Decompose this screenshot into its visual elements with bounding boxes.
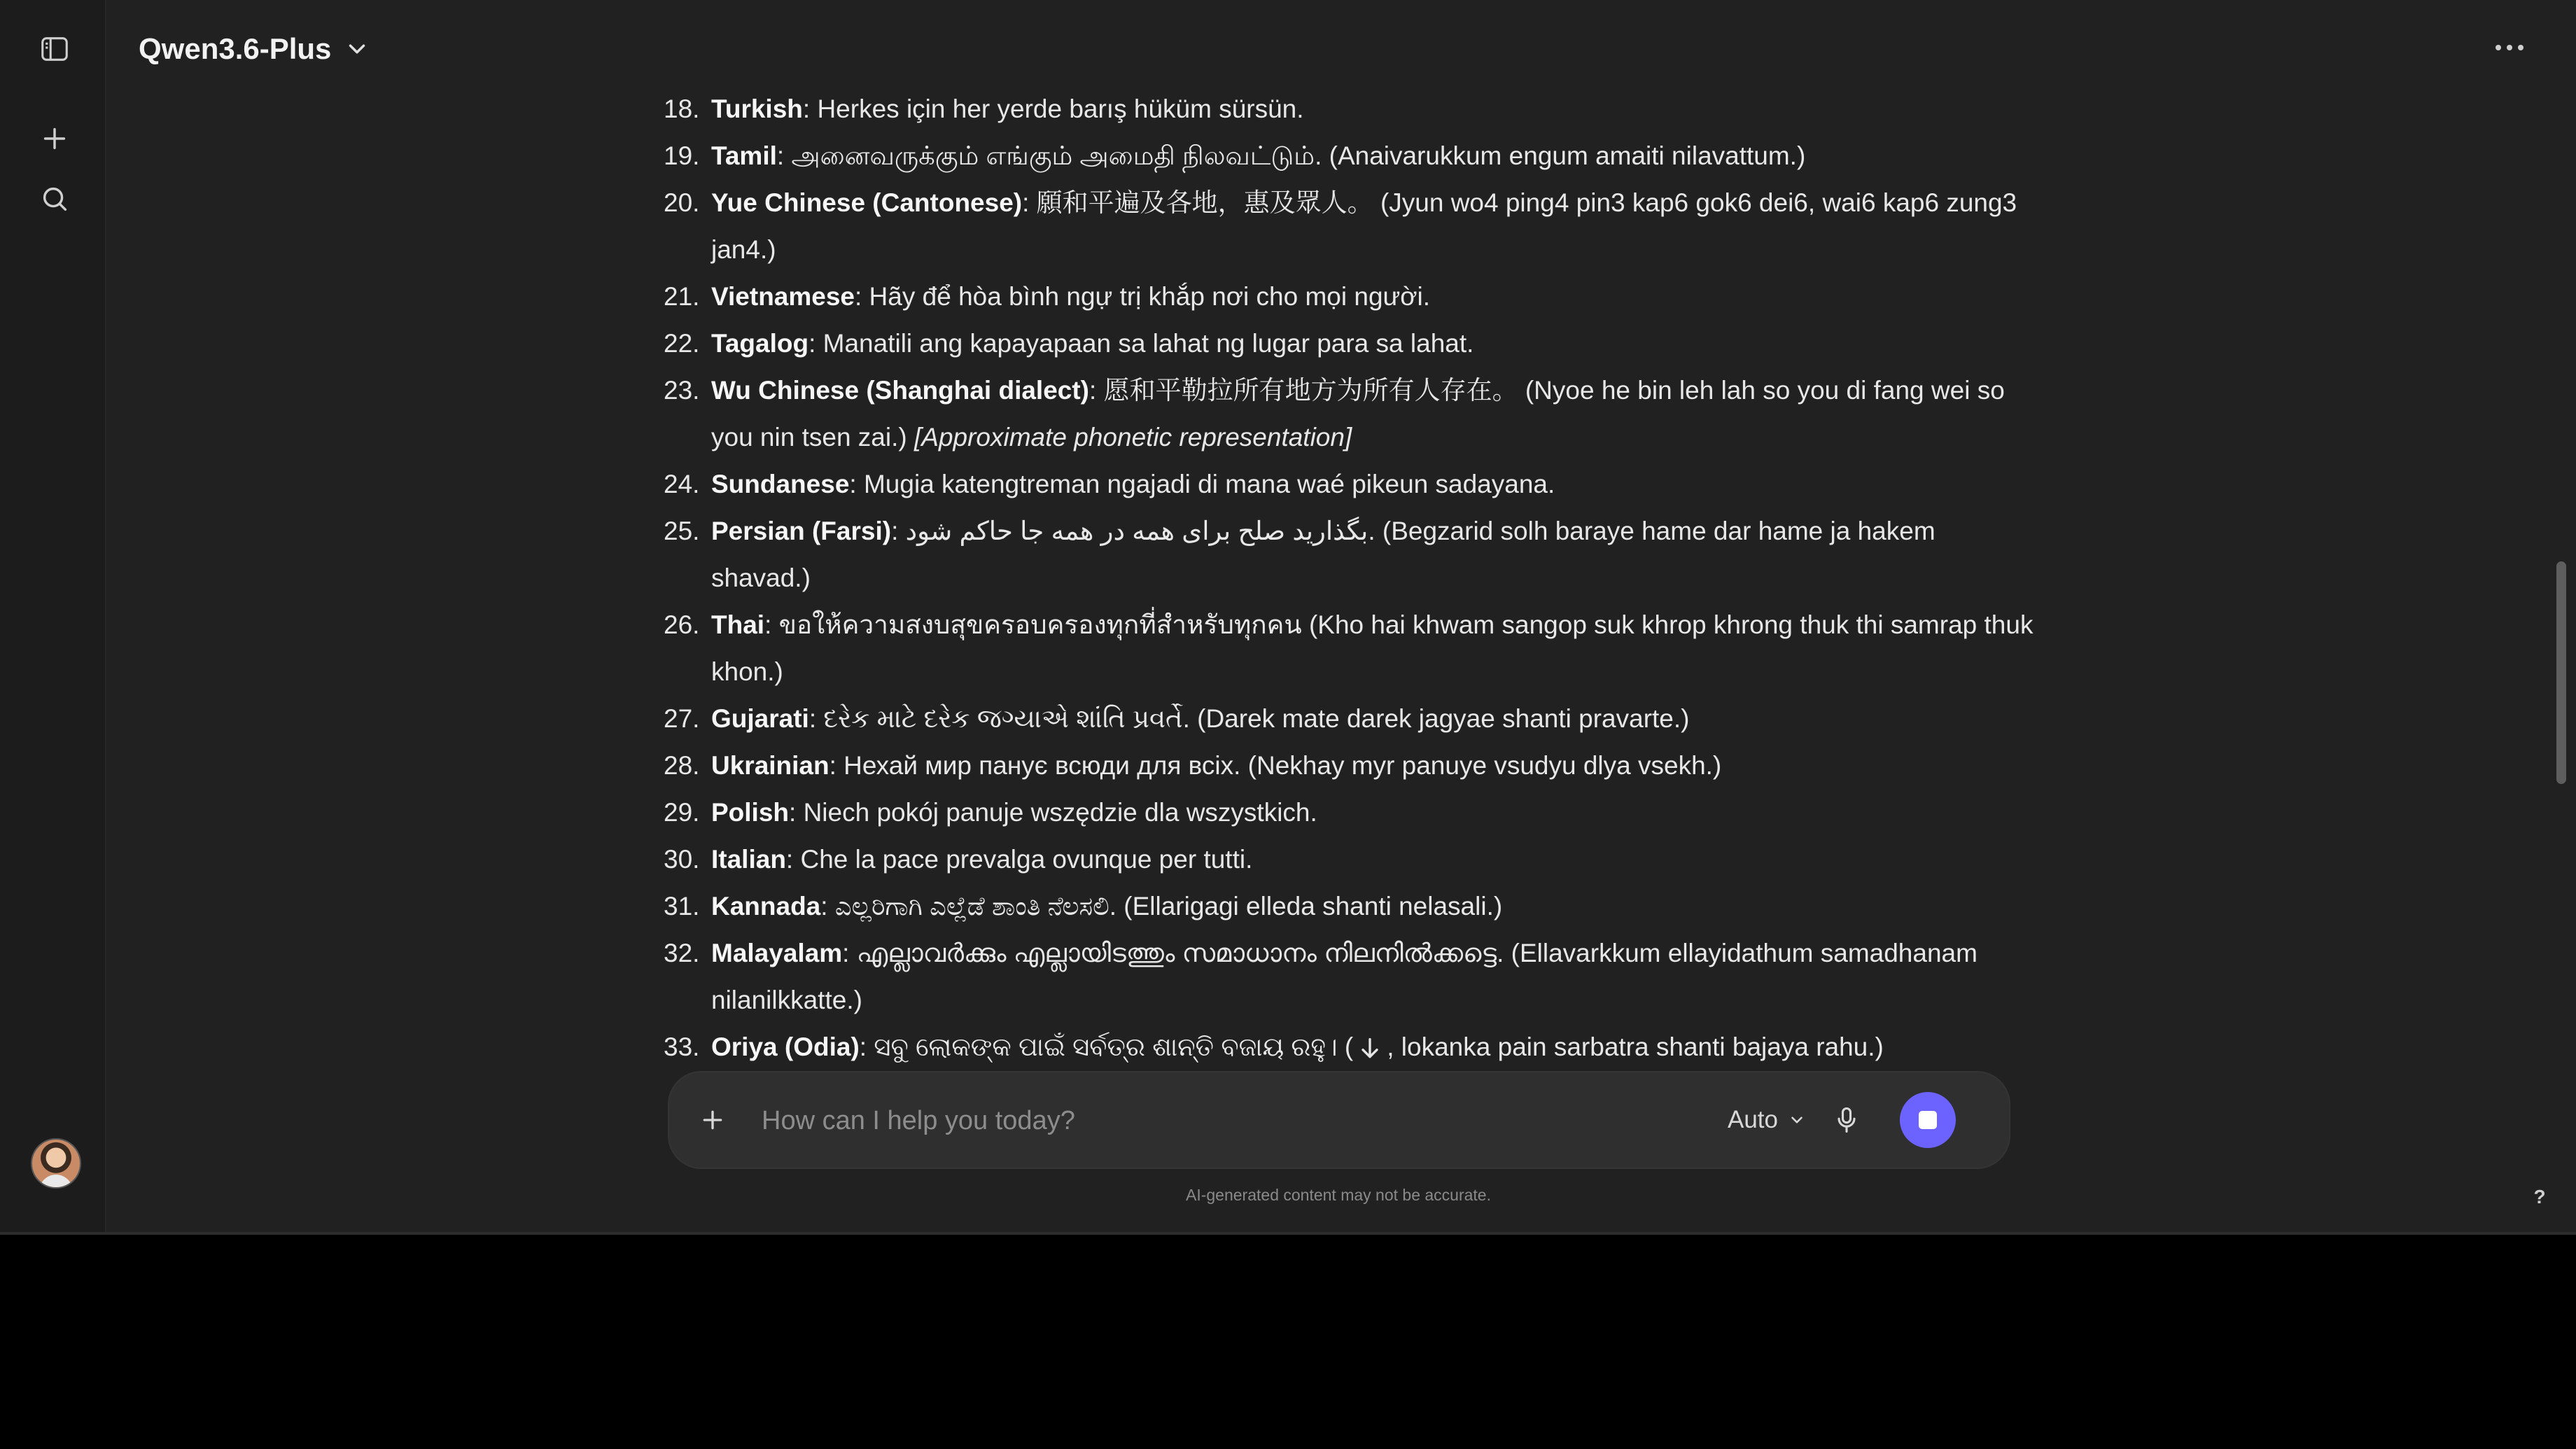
phonetic-note: [Approximate phonetic representation] [913,423,1352,451]
list-item [664,273,2036,320]
translation-text: : Niech pokój panuje wszędzie dla wszystkich. [789,798,1317,827]
item-number: 27. [664,704,700,733]
translation-text: : Manatili ang kapayapaan sa lahat ng lugar para sa lahat. [808,329,1474,358]
list-item [664,461,2036,507]
plus-icon [699,1106,727,1134]
mode-dropdown[interactable] [1728,1098,1806,1142]
search-icon [38,183,71,215]
item-number: 33. [664,1032,700,1061]
language-name: Persian (Farsi) [711,517,892,545]
scrollbar-thumb[interactable] [2556,561,2566,784]
item-number: 32. [664,939,700,967]
list-item [664,132,2036,179]
language-name: Yue Chinese (Cantonese) [711,188,1023,217]
language-name: Italian [711,845,786,874]
item-number: 31. [664,892,700,920]
item-number: 24. [664,470,700,498]
more-options-button[interactable] [2485,27,2534,69]
item-number: 25. [664,517,700,545]
language-name: Kannada [711,892,821,920]
translation-text: : દરેક માટે દરેક જગ્યાએ શાંતિ પ્રવર્તે. (Darek mate darek jagyae shanti pravarte.) [808,704,1690,733]
chevron-down-icon [1788,1111,1806,1129]
language-name: Polish [711,798,790,827]
translation-text: : 願和平遍及各地，惠及眾人。 (Jyun wo4 ping4 pin3 kap6 gok6 dei6, wai6 kap6 zung3 jan4.) [711,188,2017,264]
language-name: Ukrainian [711,751,830,780]
sidebar-toggle-icon [38,33,71,65]
translation-text: : Hãy để hòa bình ngự trị khắp nơi cho mọi người. [855,282,1431,311]
translation-text: : ಎಲ್ಲರಿಗಾಗಿ ಎಲ್ಲೆಡೆ ಶಾಂತಿ ನೆಲಸಲಿ. (Ellarigagi elleda shanti nelasali.) [820,892,1503,920]
item-number: 21. [664,282,700,311]
message-composer [669,1072,2009,1168]
list-item [664,930,2036,1023]
language-name: Turkish [711,94,803,123]
model-name: Qwen3.6-Plus [139,32,332,65]
item-number: 18. [664,94,700,123]
avatar-shirt [39,1175,73,1189]
language-name: Sundanese [711,470,850,498]
list-item [664,507,2036,601]
list-item [664,320,2036,367]
translation-text: : Herkes için her yerde barış hüküm sürsün. [802,94,1304,123]
item-number: 19. [664,141,700,170]
language-name: Tagalog [711,329,809,358]
sidebar [0,0,106,1232]
list-item [664,1023,2036,1070]
ai-disclaimer: AI-generated content may not be accurate. [1186,1186,1491,1204]
language-name: Oriya (Odia) [711,1032,860,1061]
microphone-icon [1831,1105,1862,1135]
message-input[interactable] [760,1093,1673,1148]
list-item [664,367,2036,461]
stop-generating-button[interactable] [1900,1092,1956,1148]
mode-label: Auto [1728,1106,1778,1133]
more-dot-icon [2507,45,2512,50]
item-number: 30. [664,845,700,874]
list-item [664,883,2036,930]
language-name: Vietnamese [711,282,855,311]
language-name: Malayalam [711,939,843,967]
item-number: 22. [664,329,700,358]
item-number: 29. [664,798,700,827]
new-chat-button[interactable] [27,111,83,167]
translation-text-tail: , lokanka pain sarbatra shanti bajaya rahu.) [1387,1032,1884,1061]
sidebar-toggle-button[interactable] [27,21,83,77]
plus-icon [38,122,71,155]
user-avatar[interactable] [31,1138,81,1189]
list-item [664,742,2036,789]
stop-icon [1919,1111,1937,1129]
translation-text: : ସବୁ ଲୋକଙ୍କ ପାଇଁ ସର୍ବତ୍ର ଶାନ୍ତି ବଜାୟ ରହୁ। ( [859,1032,1354,1061]
translation-text: : بگذارید صلح برای همه در همه جا حاکم شود. (Begzarid solh baraye hame dar hame ja hakem shavad.) [711,517,1935,592]
translation-text: : Mugia katengtreman ngajadi di mana waé pikeun sadayana. [849,470,1555,498]
list-item [664,836,2036,883]
language-name: Gujarati [711,704,809,733]
top-bar [105,0,2576,94]
list-item [664,601,2036,695]
search-button[interactable] [27,171,83,227]
language-name: Wu Chinese (Shanghai dialect) [711,376,1090,405]
list-item [664,789,2036,836]
translation-text: : அனைவருக்கும் எங்கும் அமைதி நிலவட்டும். (Anaivarukkum engum amaiti nilavattum.) [776,141,1806,170]
language-name: Tamil [711,141,777,170]
help-button[interactable]: ? [2533,1186,2546,1208]
arrow-down-icon[interactable] [1356,1035,1384,1063]
more-dot-icon [2496,45,2501,50]
list-item [664,179,2036,273]
item-number: 23. [664,376,700,405]
more-dot-icon [2518,45,2524,50]
attach-button[interactable] [689,1096,736,1144]
model-selector[interactable] [139,28,370,70]
list-item [664,695,2036,742]
list-item [664,85,2036,132]
item-number: 26. [664,610,700,639]
translation-text: : Che la pace prevalga ovunque per tutti. [785,845,1253,874]
translation-text: : ขอให้ความสงบสุขครอบครองทุกที่สำหรับทุกคน (Kho hai khwam sangop suk khrop khrong thuk thi samrap thuk khon.) [711,610,2033,686]
translation-text: : Нехай мир панує всюди для всіх. (Nekhay myr panuye vsudyu dlya vsekh.) [829,751,1722,780]
voice-input-button[interactable] [1823,1096,1870,1144]
translation-text: : 愿和平勒拉所有地方为所有人存在。 (Nyoe he bin leh lah so you di fang wei so you nin tsen zai.) [711,376,2005,451]
translation-list [664,85,2036,1070]
chat-transcript [664,85,2036,1072]
language-name: Thai [711,610,765,639]
translation-text: : എല്ലാവർക്കും എല്ലായിടത്തും സമാധാനം നിലനിൽക്കട്ടെ. (Ellavarkkum ellayidathum samadhanam nilanilkkatte.) [711,939,1977,1014]
item-number: 28. [664,751,700,780]
chevron-down-icon [344,36,370,62]
item-number: 20. [664,188,700,217]
